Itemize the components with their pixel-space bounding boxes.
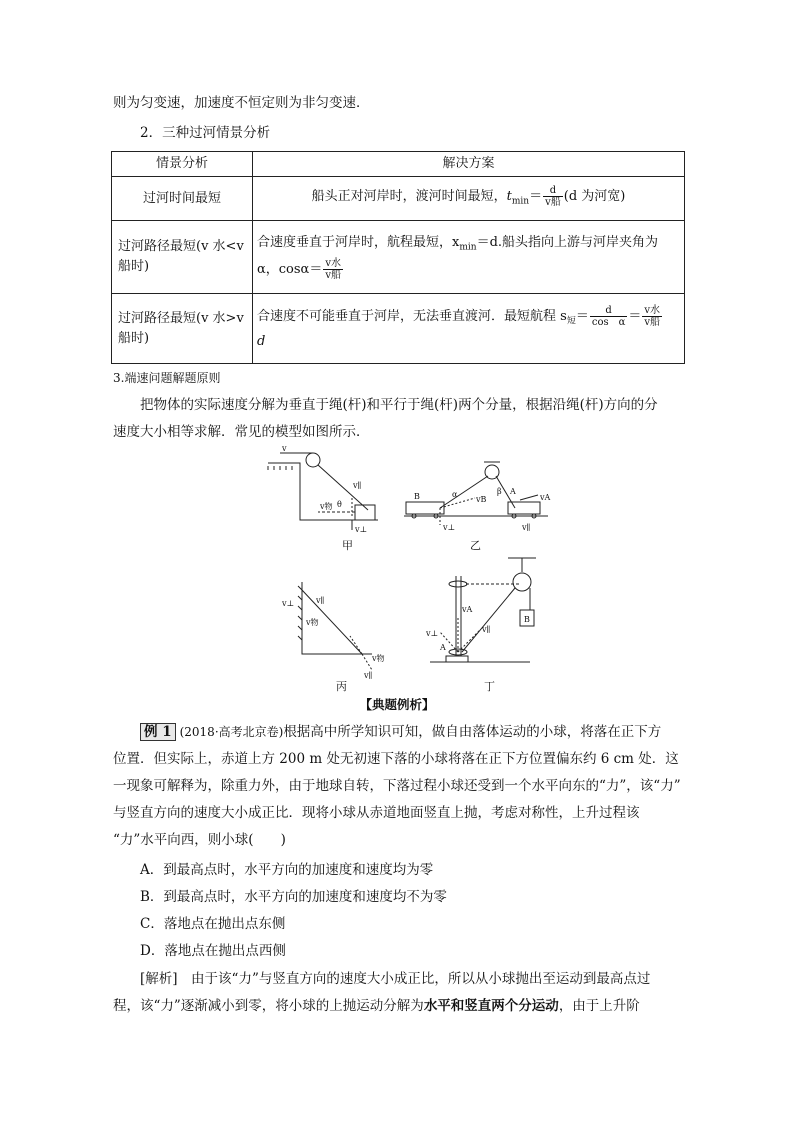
fraction-numerator: d <box>590 305 628 317</box>
analysis-line <box>140 970 650 988</box>
fraction-numerator: v水 <box>325 257 341 269</box>
label-v-obj: v物 <box>320 502 333 511</box>
label-v-par: v∥ <box>316 596 325 605</box>
figure-ding <box>425 558 536 662</box>
figure-label-bing: 丙 <box>336 680 347 693</box>
label-v-a: vA <box>462 605 473 614</box>
option-d: D．落地点在抛出点西侧 <box>140 943 286 959</box>
section3-paragraph: 把物体的实际速度分解为垂直于绳(杆)和平行于绳(杆)两个分量，根据沿绳(杆)方向的分 <box>140 397 658 413</box>
label-v-b: vB <box>476 495 487 504</box>
fraction-numerator: v水 <box>644 305 661 317</box>
example-line: 与竖直方向的速度大小成正比．现将小球从赤道地面竖直上抛，考虑对称性，上升过程该 <box>113 805 640 821</box>
formula-sub: min <box>511 196 530 207</box>
example-heading: 【典题例析】 <box>359 697 435 712</box>
formula-sub: min <box>459 242 477 253</box>
option-a: A．到最高点时，水平方向的加速度和速度均为零 <box>140 862 434 878</box>
figure-jia <box>268 444 378 534</box>
fraction-denominator: v船 <box>325 269 341 281</box>
example-line <box>140 723 661 741</box>
scenario-line: 过河路径最短(v 水>v <box>118 310 244 326</box>
table-header-scenario: 情景分析 <box>112 152 253 177</box>
example-text: 根据高中所学知识可知，做自由落体运动的小球，将落在正下方 <box>283 724 662 740</box>
label-v-par-2: v∥ <box>364 671 373 680</box>
section3-paragraph: 速度大小相等求解．常见的模型如图所示． <box>113 424 370 440</box>
label-a-ring: A <box>440 643 446 652</box>
scenario-cell: 过河时间最短 <box>112 177 253 221</box>
label-v-perp: v⊥ <box>355 525 368 534</box>
figure-label-jia: 甲 <box>342 539 353 552</box>
fraction-denominator: v船 <box>545 197 561 209</box>
figure-bing <box>281 582 385 680</box>
solution-note: (d 为河宽) <box>563 189 626 205</box>
formula-sub: 短 <box>566 316 576 327</box>
label-b-box: B <box>524 615 530 624</box>
figure-label-yi: 乙 <box>470 539 481 552</box>
solution-text: α，cosα＝ <box>257 261 323 277</box>
example-source: (2018·高考北京卷) <box>179 725 284 739</box>
analysis-text: 程，该“力”逐渐减小到零，将小球的上抛运动分解为 <box>113 998 424 1014</box>
label-v-obj: v物 <box>306 618 319 627</box>
label-b-cart: B <box>414 492 420 501</box>
example-badge: 例 1 <box>140 723 176 741</box>
label-a-cart: A <box>510 487 516 496</box>
option-b: B．到最高点时，水平方向的加速度和速度均不为零 <box>140 889 447 905</box>
example-line: 一现象可解释为，除重力外，由于地球自转，下落过程小球还受到一个水平向东的“力”，该“力” <box>113 778 681 794</box>
solution-text: 合速度不可能垂直于河岸，无法垂直渡河．最短航程 s <box>257 309 567 325</box>
solution-text: 船头正对河岸时，渡河时间最短， <box>311 189 507 205</box>
analysis-text: 由于该“力”与竖直方向的速度大小成正比，所以从小球抛出至运动到最高点过 <box>191 971 651 987</box>
solution-cell: 合速度不可能垂直于河岸，无法垂直渡河．最短航程 $s_短=$ $\frac{d}{\text{cos α}}$ ＝ $\frac{\text{v水}}{\text{v船}}$ d <box>253 294 685 364</box>
option-c: C．落地点在抛出点东侧 <box>140 916 286 932</box>
analysis-text: ，由于上升阶 <box>558 998 640 1014</box>
label-v-par: v∥ <box>353 481 362 490</box>
section3-title: 3.端速问题解题原则 <box>113 371 221 385</box>
solution-text: ＝d.船头指向上游与河岸夹角为 <box>476 235 659 251</box>
label-v-obj-2: v物 <box>372 654 385 663</box>
figure-label-ding: 丁 <box>484 680 495 693</box>
analysis-tag: [解析] <box>140 971 178 987</box>
scenario-line: 船时) <box>118 330 150 346</box>
section2-title: 2．三种过河情景分析 <box>140 125 271 141</box>
formula-var: t <box>506 189 512 205</box>
solution-text: 合速度垂直于河岸时，航程最短，x <box>257 235 460 251</box>
fraction-denominator: v船 <box>644 317 661 329</box>
analysis-line <box>113 997 640 1015</box>
label-v-par: v∥ <box>522 523 531 532</box>
solution-cell: 船头正对河岸时，渡河时间最短，$t_{min}=$ $\frac{d}{\text{v船}}$ (d 为河宽) <box>253 177 685 221</box>
example-line: “力”水平向西，则小球( ) <box>113 832 286 848</box>
figure-yi <box>404 462 551 532</box>
label-v-par: v∥ <box>482 625 491 634</box>
fraction-denominator: cos α <box>591 317 626 329</box>
solution-text: d <box>257 333 266 349</box>
label-v-a: vA <box>540 493 551 502</box>
label-beta: β <box>497 487 502 496</box>
intro-line: 则为匀变速，加速度不恒定则为非匀变速． <box>113 95 370 111</box>
label-v-rope: v <box>282 444 287 453</box>
example-line: 位置．但实际上，赤道上方 200 m 处无初速下落的小球将落在正下方位置偏东约 6 cm 处．这 <box>113 751 679 767</box>
scenario-line: 船时) <box>118 259 150 274</box>
label-theta: θ <box>337 500 342 509</box>
label-v-perp: v⊥ <box>426 629 439 638</box>
table-header-solution: 解决方案 <box>253 152 685 177</box>
analysis-emphasis: 水平和竖直两个分运动 <box>423 998 559 1014</box>
label-v-perp: v⊥ <box>443 523 456 532</box>
fraction-numerator: d <box>543 185 563 197</box>
label-v-perp: v⊥ <box>282 599 295 608</box>
label-alpha: α <box>452 490 458 499</box>
scenario-line: 过河路径最短(v 水<v <box>118 239 244 254</box>
